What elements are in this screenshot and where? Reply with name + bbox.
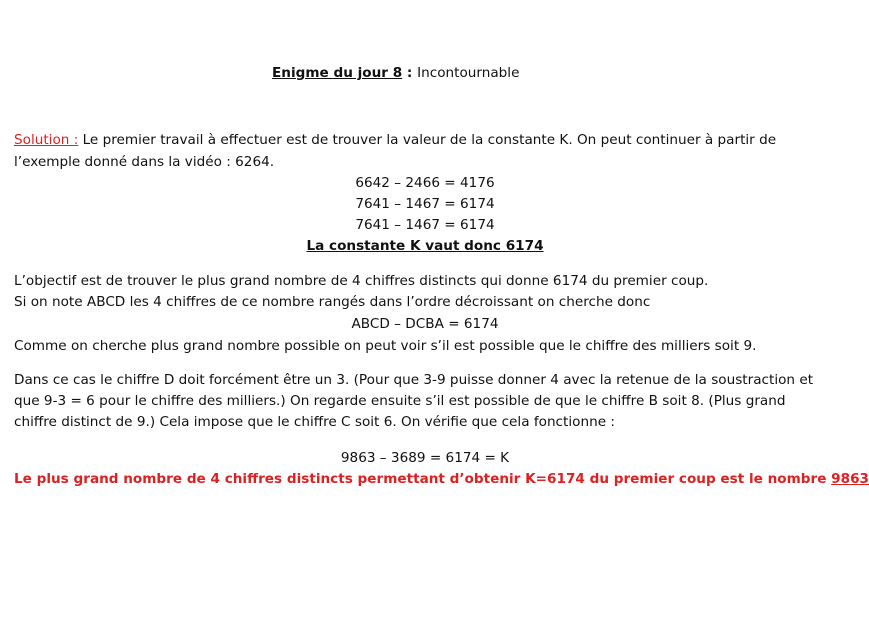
objective-line-1: L’objectif est de trouver le plus grand nombre de 4 chiffres distincts qui donne 6174 du premier coup. bbox=[14, 273, 709, 289]
objective-equation: ABCD – DCBA = 6174 bbox=[351, 316, 499, 332]
conclusion-number: 9863 bbox=[831, 471, 869, 487]
check-equation: 9863 – 3689 = 6174 = K bbox=[340, 450, 510, 466]
solution-line-2: l’exemple donné dans la vidéo : 6264. bbox=[14, 154, 275, 170]
title-separator: : bbox=[402, 65, 418, 81]
conclusion bbox=[14, 469, 869, 489]
objective-line-3: Comme on cherche plus grand nombre possible on peut voir s’il est possible que le chiffre des milliers soit 9. bbox=[14, 338, 757, 354]
title-text: Incontournable bbox=[417, 65, 520, 81]
reasoning-line-3: chiffre distinct de 9.) Cela impose que le chiffre C soit 6. On vérifie que cela fonctionne : bbox=[14, 414, 615, 430]
conclusion-text: Le plus grand nombre de 4 chiffres distincts permettant d’obtenir K=6174 du premier coup est le nombre bbox=[14, 471, 832, 487]
equation-1: 6642 – 2466 = 4176 bbox=[355, 175, 495, 191]
equation-3: 7641 – 1467 = 6174 bbox=[355, 217, 495, 233]
solution-intro-1: Le premier travail à effectuer est de trouver la valeur de la constante K. On peut continuer à partir de bbox=[78, 132, 777, 148]
constant-result bbox=[14, 236, 836, 256]
reasoning-line-2: que 9-3 = 6 pour le chiffre des milliers.) On regarde ensuite s’il est possible de que le chiffre B soit 8. (Plus grand bbox=[14, 393, 786, 409]
reasoning-line-1: Dans ce cas le chiffre D doit forcément être un 3. (Pour que 3-9 puisse donner 4 avec la retenue de la soustraction et bbox=[14, 372, 814, 388]
page-title bbox=[272, 63, 519, 83]
solution-line-1 bbox=[14, 130, 836, 150]
equation-2: 7641 – 1467 = 6174 bbox=[355, 196, 495, 212]
objective-line-2: Si on note ABCD les 4 chiffres de ce nombre rangés dans l’ordre décroissant on cherche donc bbox=[14, 294, 651, 310]
title-label: Enigme du jour 8 bbox=[272, 65, 403, 81]
constant-result-text: La constante K vaut donc 6174 bbox=[306, 238, 544, 254]
solution-label: Solution : bbox=[14, 132, 79, 148]
